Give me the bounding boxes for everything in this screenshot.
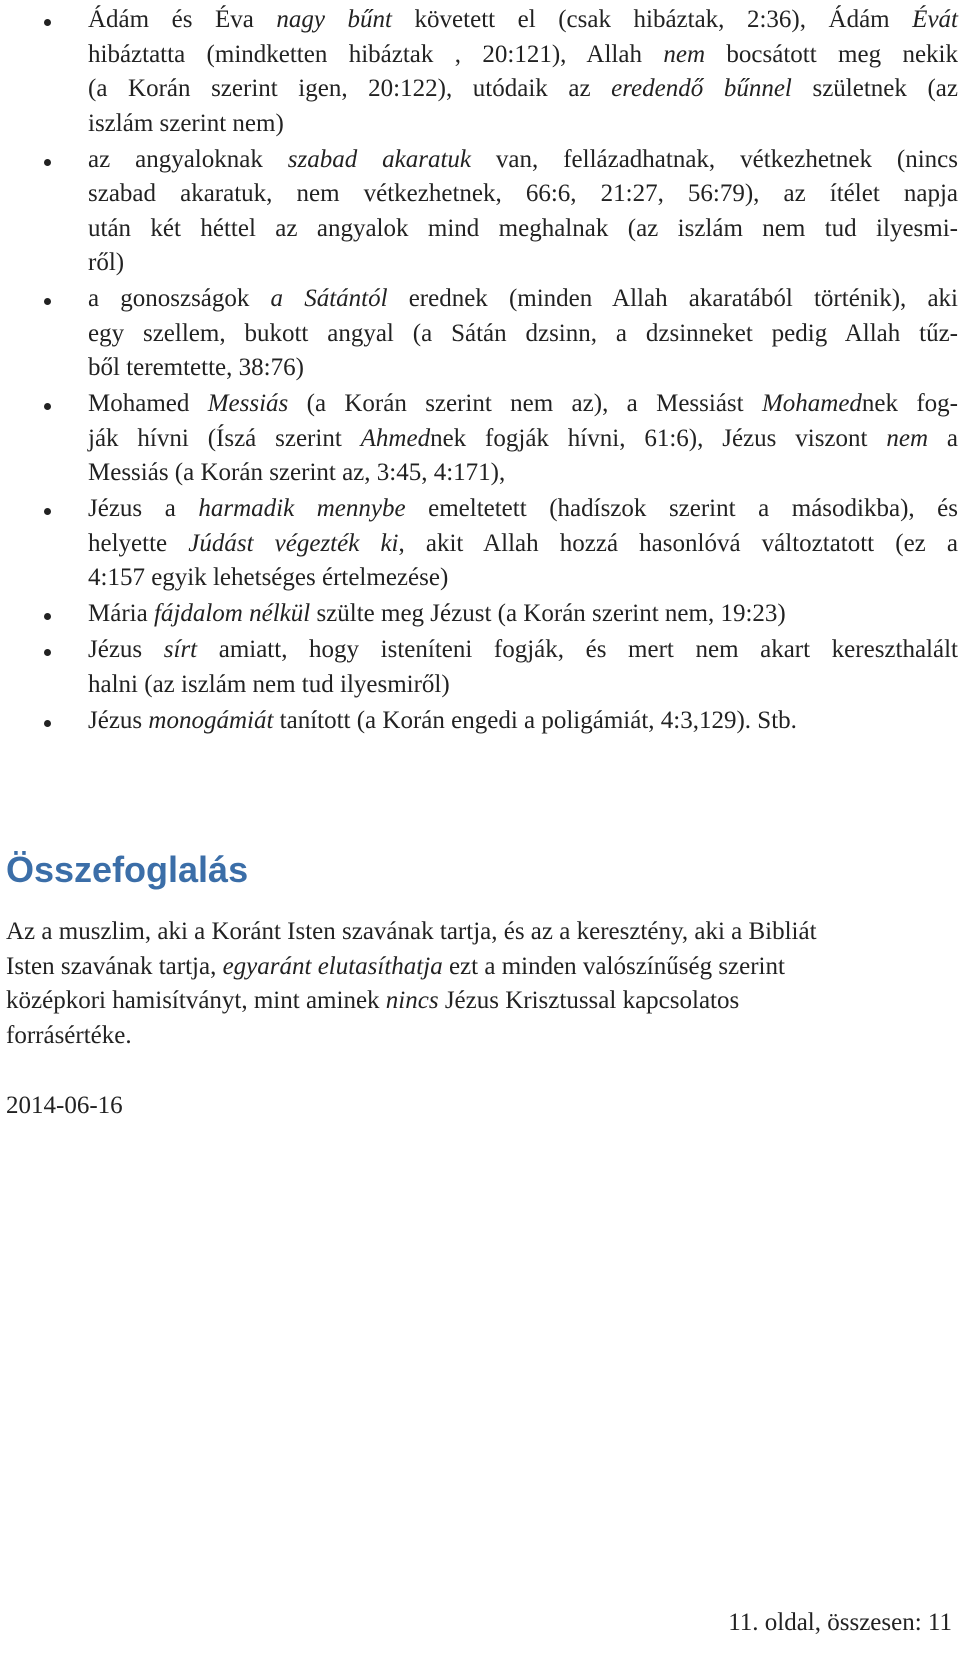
text-segment: ről) bbox=[88, 249, 125, 276]
bullet-line bbox=[88, 245, 960, 281]
text-segment: Mária bbox=[88, 600, 154, 627]
date: 2014-06-16 bbox=[6, 1092, 123, 1119]
bullet-line bbox=[88, 71, 958, 107]
text-segment: nek fogják hívni, 61:6), Jézus viszont bbox=[430, 424, 887, 452]
italic-text: eredendő bűnnel bbox=[611, 75, 792, 102]
italic-text: nem bbox=[663, 40, 706, 68]
text-segment: 4:157 egyik lehetséges értelmezése) bbox=[88, 564, 449, 591]
text-segment: Isten szavának tartja, bbox=[6, 952, 223, 980]
italic-text: nem bbox=[886, 424, 928, 452]
bullet-icon bbox=[44, 508, 51, 515]
text-segment: az angyaloknak bbox=[88, 145, 288, 173]
bullet-line bbox=[88, 526, 958, 562]
text-segment: születnek (az bbox=[791, 75, 958, 102]
bullet-line bbox=[88, 211, 958, 247]
italic-text: nincs bbox=[385, 987, 439, 1014]
section-title: Összefoglalás bbox=[6, 849, 249, 890]
text-segment: van, fellázadhatnak, vétkezhetnek (nincs bbox=[471, 145, 958, 173]
text-segment: a bbox=[928, 424, 958, 452]
bullet-icon bbox=[44, 403, 51, 410]
text-segment: (a Korán szerint igen, 20:122), utódaik az bbox=[88, 75, 612, 102]
text-segment: középkori hamisítványt, mint aminek bbox=[6, 987, 386, 1014]
text-segment: szülte meg Jézust (a Korán szerint nem, 19:23) bbox=[310, 600, 786, 627]
text-segment: egy szellem, bukott angyal (a Sátán dzsinn, a dzsinneket pedig Allah tűz- bbox=[88, 319, 958, 347]
text-segment: bocsátott meg nekik bbox=[705, 40, 958, 68]
text-segment: követett el (csak hibáztak, 2:36), Ádám bbox=[392, 6, 913, 33]
text-segment: Jézus Krisztussal kapcsolatos bbox=[438, 987, 740, 1014]
summary-line bbox=[6, 983, 956, 1019]
italic-text: Évát bbox=[912, 6, 958, 33]
page-footer: 11. oldal, összesen: 11 bbox=[728, 1609, 952, 1636]
text-segment: nek fog- bbox=[861, 390, 959, 417]
italic-text: egyaránt elutasíthatja bbox=[222, 952, 443, 980]
italic-text: Messiás bbox=[207, 390, 289, 417]
bullet-line bbox=[88, 455, 960, 491]
text-segment: Jézus a bbox=[88, 495, 199, 522]
bullet-line bbox=[88, 596, 960, 632]
text-segment: , akit Allah hozzá hasonlóvá változtatott (ez a bbox=[398, 529, 958, 557]
bullet-line bbox=[88, 316, 958, 352]
bullet-line bbox=[88, 667, 960, 703]
italic-text: monogámiát bbox=[148, 706, 274, 734]
summary-line bbox=[6, 1018, 956, 1054]
bullet-line bbox=[88, 142, 958, 178]
text-segment: (a Korán szerint nem az), a Messiást bbox=[288, 390, 762, 417]
bullet-line bbox=[88, 491, 958, 527]
bullet-icon bbox=[44, 613, 51, 620]
text-segment: helyette bbox=[88, 529, 189, 557]
bullet-line bbox=[88, 2, 958, 38]
text-segment: ják hívni (Íszá szerint bbox=[88, 424, 361, 452]
text-segment: forrásértéke. bbox=[6, 1021, 132, 1049]
text-segment: tanított (a Korán engedi a poligámiát, 4:3,129). Stb. bbox=[273, 706, 797, 734]
text-segment: szabad akaratuk, nem vétkezhetnek, 66:6, 21:27, 56:79), az ítélet napja bbox=[88, 180, 958, 207]
text-segment: iszlám szerint nem) bbox=[88, 109, 284, 137]
bullet-line bbox=[88, 176, 958, 212]
text-segment: a gonoszságok bbox=[88, 285, 271, 312]
bullet-line bbox=[88, 37, 958, 73]
bullet-icon bbox=[44, 159, 51, 166]
bullet-icon bbox=[44, 720, 51, 727]
bullet-line bbox=[88, 386, 958, 422]
text-segment: erednek (minden Allah akaratából történik), aki bbox=[387, 285, 958, 312]
bullet-icon bbox=[44, 298, 51, 305]
bullet-line bbox=[88, 703, 960, 739]
italic-text: szabad akaratuk bbox=[287, 145, 472, 173]
text-segment: Messiás (a Korán szerint az, 3:45, 4:171), bbox=[88, 459, 506, 486]
text-segment: Az a muszlim, aki a Koránt Isten szavának tartja, és az a keresztény, aki a Bibliát bbox=[6, 918, 817, 945]
bullet-line bbox=[88, 106, 960, 142]
italic-text: Júdást végezték ki bbox=[188, 529, 399, 557]
italic-text: a Sátántól bbox=[270, 285, 388, 312]
bullet-line bbox=[88, 560, 960, 596]
summary-line bbox=[6, 914, 956, 950]
bullet-icon bbox=[44, 19, 51, 26]
text-segment: ből teremtette, 38:76) bbox=[88, 354, 304, 381]
bullet-line bbox=[88, 632, 958, 668]
text-segment: után két héttel az angyalok mind meghalnak (az iszlám nem tud ilyesmi- bbox=[88, 214, 958, 242]
bullet-line bbox=[88, 421, 958, 457]
bullet-line bbox=[88, 350, 960, 386]
text-segment: hibáztatta (mindketten hibáztak , 20:121), Allah bbox=[88, 40, 664, 68]
text-segment: Jézus bbox=[88, 636, 164, 663]
italic-text: fájdalom nélkül bbox=[153, 600, 311, 627]
italic-text: Ahmed bbox=[360, 424, 431, 452]
italic-text: sírt bbox=[163, 636, 198, 663]
text-segment: amiatt, hogy isteníteni fogják, és mert nem akart kereszthalált bbox=[197, 636, 958, 663]
text-segment: Mohamed bbox=[88, 390, 208, 417]
bullet-line bbox=[88, 281, 958, 317]
italic-text: nagy bűnt bbox=[276, 6, 393, 33]
italic-text: Mohamed bbox=[761, 390, 862, 417]
summary-line bbox=[6, 949, 956, 985]
text-segment: halni (az iszlám nem tud ilyesmiről) bbox=[88, 670, 450, 698]
text-segment: Jézus bbox=[88, 706, 149, 734]
text-segment: Ádám és Éva bbox=[88, 6, 277, 33]
text-segment: emeltetett (hadíszok szerint a másodikba), és bbox=[405, 495, 959, 522]
bullet-icon bbox=[44, 649, 51, 656]
text-segment: ezt a minden valószínűség szerint bbox=[442, 952, 785, 980]
italic-text: harmadik mennybe bbox=[198, 495, 406, 522]
